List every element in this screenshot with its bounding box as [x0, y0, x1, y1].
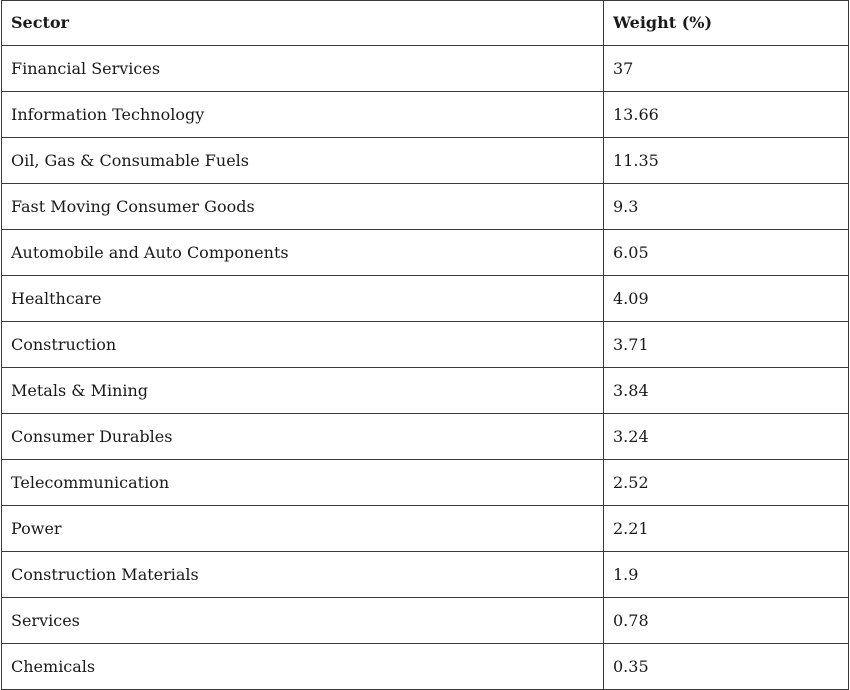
table-row: [2, 506, 849, 552]
cell-sector: Construction: [2, 322, 604, 368]
cell-sector: Telecommunication: [2, 460, 604, 506]
sector-weight-table: [1, 0, 849, 690]
cell-sector: Services: [2, 598, 604, 644]
cell-sector: Information Technology: [2, 92, 604, 138]
cell-weight: 0.78: [604, 598, 849, 644]
table-row: [2, 644, 849, 690]
table-row: [2, 552, 849, 598]
cell-sector: Oil, Gas & Consumable Fuels: [2, 138, 604, 184]
cell-sector: Construction Materials: [2, 552, 604, 598]
cell-weight: 0.35: [604, 644, 849, 690]
table-row: [2, 414, 849, 460]
cell-weight: 3.84: [604, 368, 849, 414]
cell-sector: Power: [2, 506, 604, 552]
cell-weight: 2.52: [604, 460, 849, 506]
table-row: [2, 184, 849, 230]
table-body: [2, 46, 849, 690]
cell-weight: 13.66: [604, 92, 849, 138]
cell-weight: 37: [604, 46, 849, 92]
cell-weight: 1.9: [604, 552, 849, 598]
table-row: [2, 598, 849, 644]
table-row: [2, 230, 849, 276]
table-row: [2, 460, 849, 506]
cell-sector: Chemicals: [2, 644, 604, 690]
cell-weight: 4.09: [604, 276, 849, 322]
cell-weight: 11.35: [604, 138, 849, 184]
cell-weight: 2.21: [604, 506, 849, 552]
cell-weight: 3.24: [604, 414, 849, 460]
table-row: [2, 46, 849, 92]
column-header-sector: Sector: [2, 1, 604, 46]
cell-weight: 3.71: [604, 322, 849, 368]
cell-weight: 9.3: [604, 184, 849, 230]
table-header-row: [2, 1, 849, 46]
cell-sector: Fast Moving Consumer Goods: [2, 184, 604, 230]
table-row: [2, 368, 849, 414]
table-row: [2, 322, 849, 368]
cell-sector: Financial Services: [2, 46, 604, 92]
table-row: [2, 138, 849, 184]
cell-sector: Consumer Durables: [2, 414, 604, 460]
table-row: [2, 276, 849, 322]
column-header-weight: Weight (%): [604, 1, 849, 46]
cell-sector: Automobile and Auto Components: [2, 230, 604, 276]
cell-sector: Healthcare: [2, 276, 604, 322]
cell-sector: Metals & Mining: [2, 368, 604, 414]
table-row: [2, 92, 849, 138]
cell-weight: 6.05: [604, 230, 849, 276]
